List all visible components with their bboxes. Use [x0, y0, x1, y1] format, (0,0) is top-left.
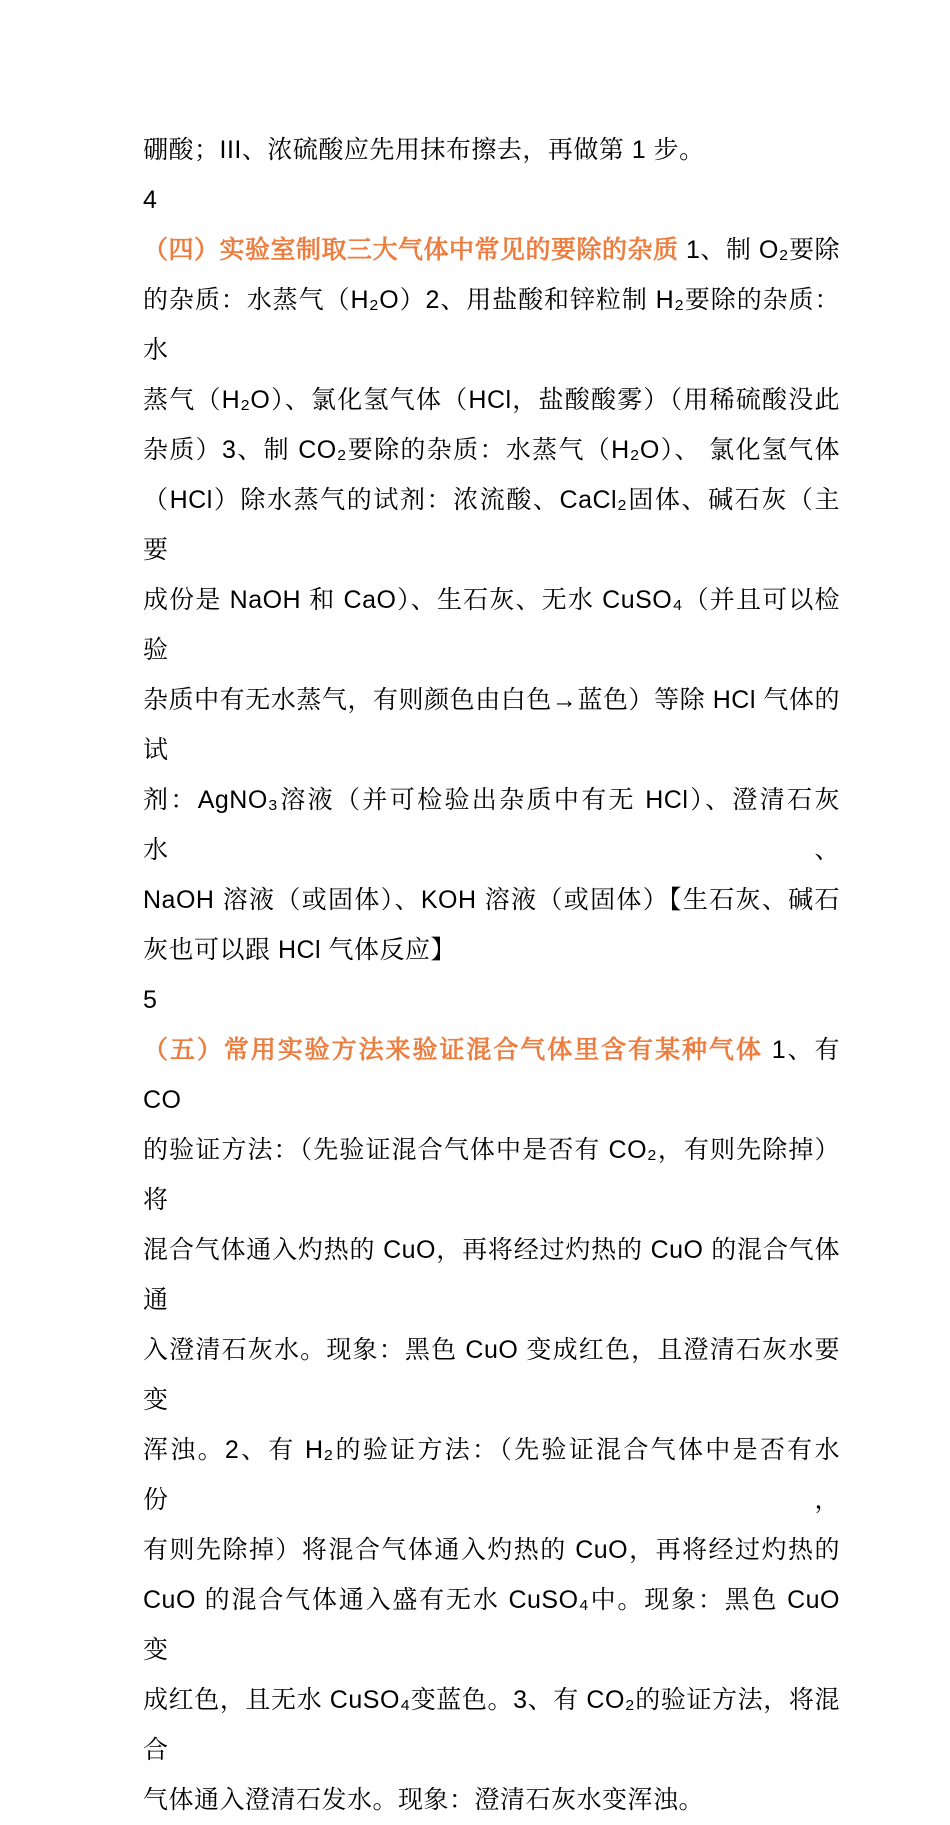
body-text: 1、有 CO: [143, 1036, 840, 1114]
body-text: 成份是 NaOH 和 CaO）、生石灰、无水 CuSO₄（并且可以检验: [143, 586, 840, 664]
text-line: [143, 925, 840, 975]
body-text: 1、制 O₂要除: [678, 236, 840, 264]
text-line: [143, 425, 840, 475]
text-line: [143, 1225, 840, 1325]
body-text: 气体通入澄清石发水。现象：澄清石灰水变浑浊。: [143, 1786, 705, 1814]
body-text: 的验证方法：（先验证混合气体中是否有 CO₂，有则先除掉）将: [143, 1136, 840, 1214]
text-line: [143, 275, 840, 375]
text-line: [143, 1325, 840, 1425]
text-line: [143, 1025, 840, 1125]
document-body: [143, 125, 840, 1825]
text-line: [143, 1575, 840, 1675]
body-text: 混合气体通入灼热的 CuO，再将经过灼热的 CuO 的混合气体通: [143, 1236, 840, 1314]
text-line: [143, 575, 840, 675]
text-line: [143, 175, 840, 225]
body-text: CuO 的混合气体通入盛有无水 CuSO₄中。现象：黑色 CuO 变: [143, 1586, 840, 1664]
text-line: [143, 1675, 840, 1775]
body-text: 浑浊。2、有 H₂的验证方法：（先验证混合气体中是否有水份，: [143, 1436, 840, 1514]
text-line: [143, 775, 840, 875]
body-text: 成红色，且无水 CuSO₄变蓝色。3、有 CO₂的验证方法，将混合: [143, 1686, 840, 1764]
text-line: [143, 125, 840, 175]
body-text: 灰也可以跟 HCl 气体反应】: [143, 936, 457, 964]
text-line: [143, 1775, 840, 1825]
body-text: （HCl）除水蒸气的试剂：浓流酸、CaCl₂固体、碱石灰（主要: [143, 486, 840, 564]
body-text: 有则先除掉）将混合气体通入灼热的 CuO，再将经过灼热的: [143, 1536, 840, 1564]
body-text: 杂质）3、制 CO₂要除的杂质：水蒸气（H₂O）、 氯化氢气体: [143, 436, 840, 464]
text-line: [143, 1525, 840, 1575]
body-text: 入澄清石灰水。现象：黑色 CuO 变成红色，且澄清石灰水要变: [143, 1336, 840, 1414]
text-line: [143, 1425, 840, 1525]
text-line: [143, 225, 840, 275]
text-line: [143, 475, 840, 575]
body-text: 5: [143, 986, 158, 1014]
body-text: NaOH 溶液（或固体）、KOH 溶液（或固体）【生石灰、碱石: [143, 886, 840, 914]
text-line: [143, 1125, 840, 1225]
text-line: [143, 875, 840, 925]
body-text: 杂质中有无水蒸气，有则颜色由白色→蓝色）等除 HCl 气体的试: [143, 686, 840, 764]
body-text: 蒸气（H₂O）、氯化氢气体（HCl，盐酸酸雾）（用稀硫酸没此: [143, 386, 840, 414]
body-text: 4: [143, 186, 158, 214]
section-heading: （五）常用实验方法来验证混合气体里含有某种气体: [143, 1036, 763, 1064]
text-line: [143, 975, 840, 1025]
text-line: [143, 675, 840, 775]
text-line: [143, 375, 840, 425]
section-heading: （四）实验室制取三大气体中常见的要除的杂质: [143, 236, 679, 264]
body-text: 硼酸；III、浓硫酸应先用抹布擦去，再做第 1 步。: [143, 136, 705, 164]
body-text: 的杂质：水蒸气（H₂O）2、用盐酸和锌粒制 H₂要除的杂质：水: [143, 286, 840, 364]
body-text: 剂：AgNO₃溶液（并可检验出杂质中有无 HCl）、澄清石灰水、: [143, 786, 840, 864]
